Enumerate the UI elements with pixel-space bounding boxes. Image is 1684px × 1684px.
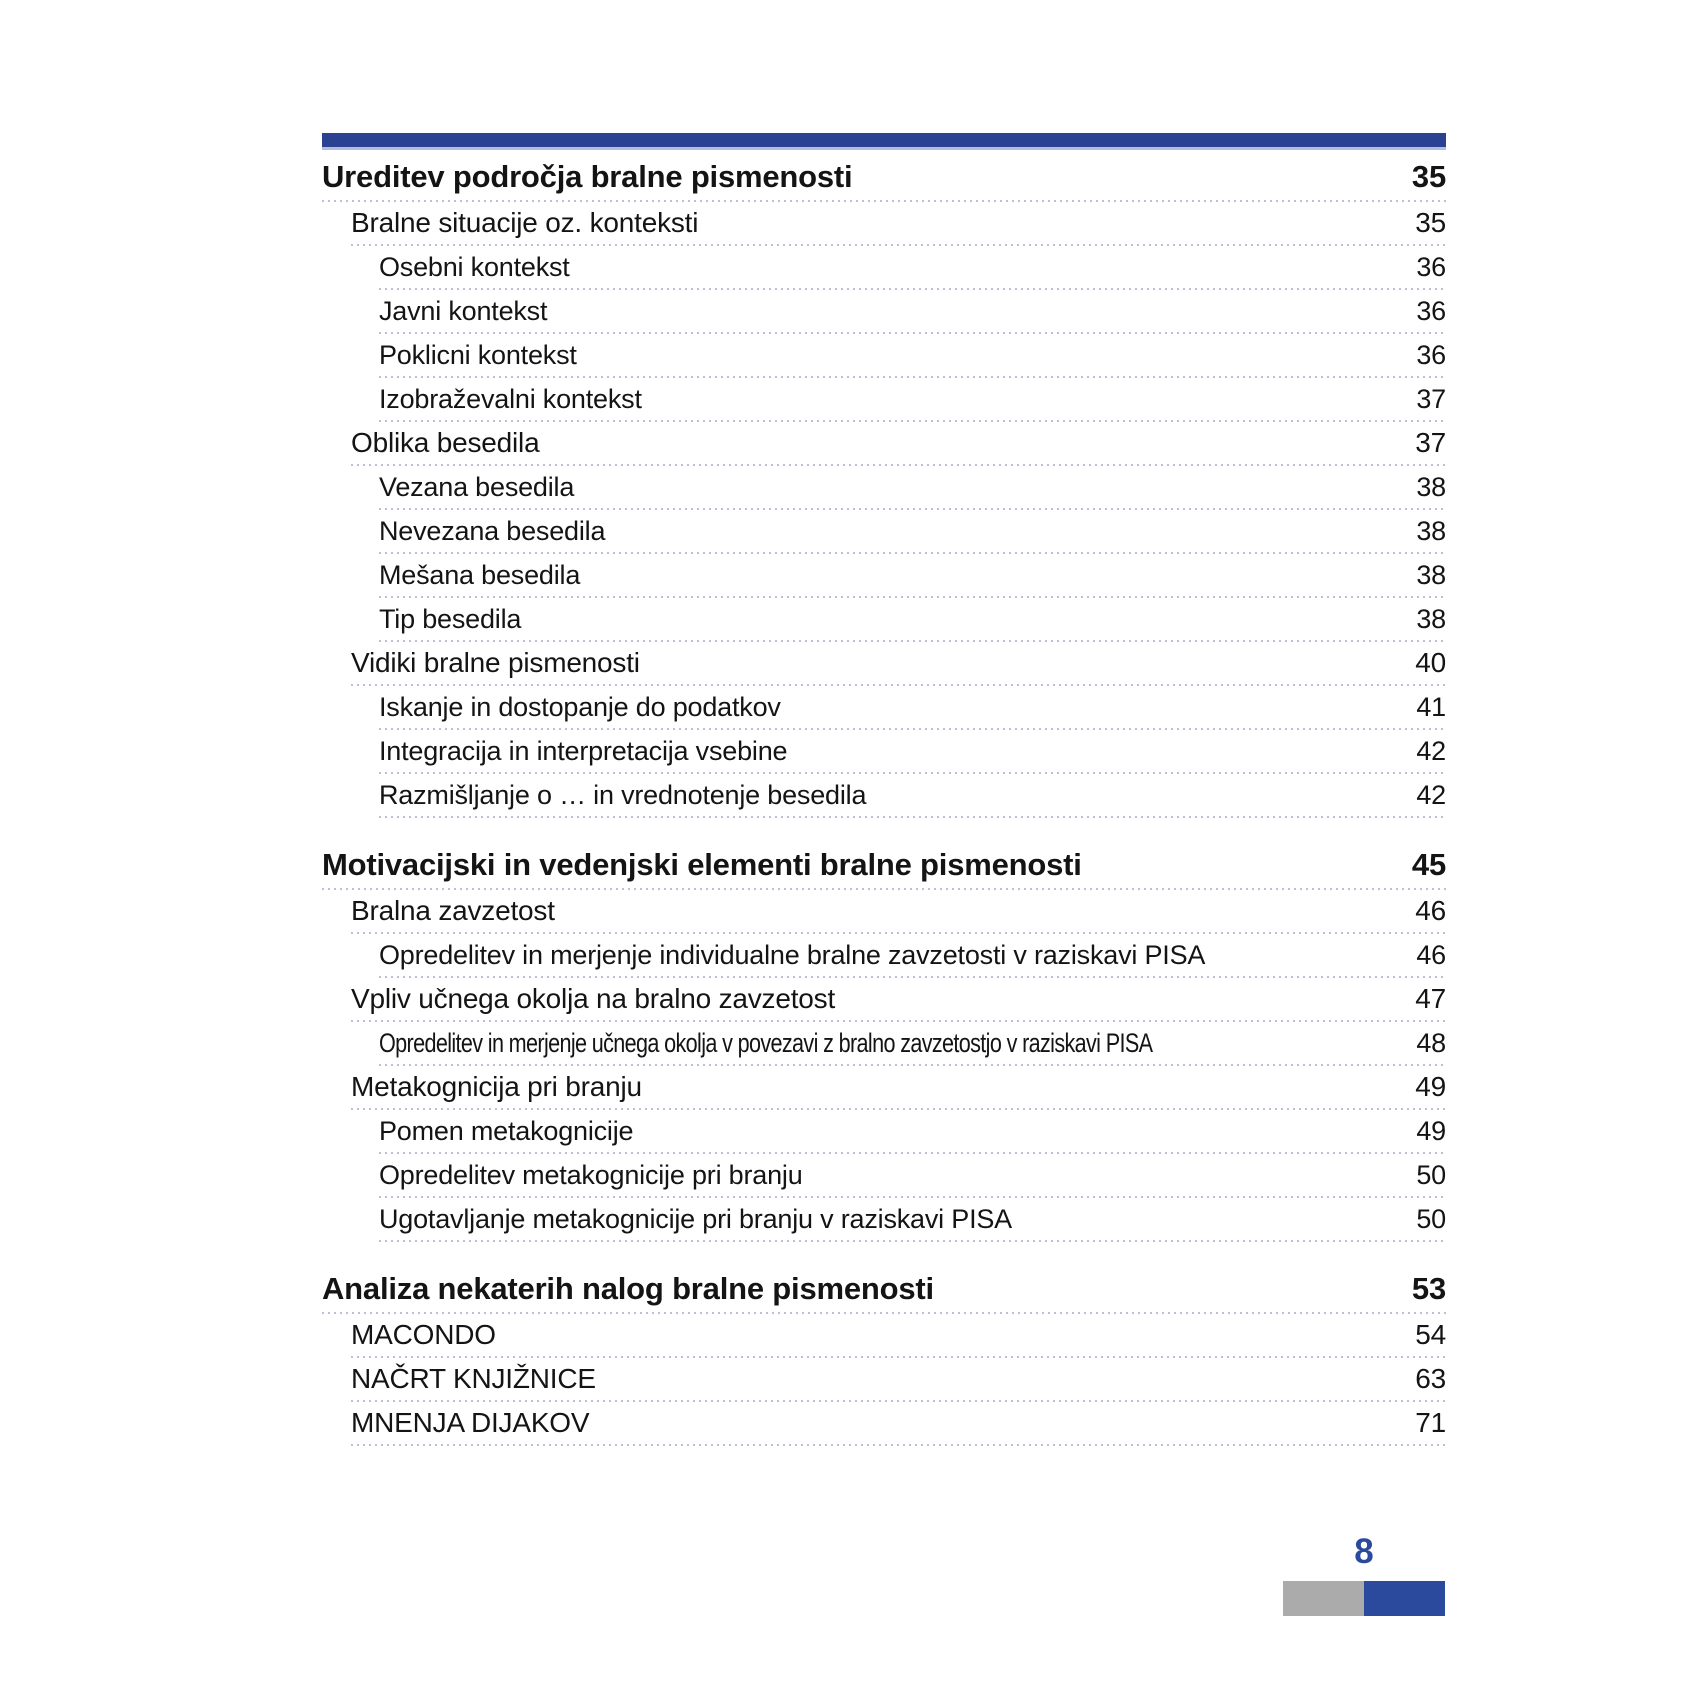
toc-page-number: 42 (1416, 780, 1446, 810)
toc-row[interactable] (379, 934, 1446, 978)
toc-entry-label: Vpliv učnega okolja na bralno zavzetost (351, 983, 836, 1014)
toc-page-number: 36 (1416, 296, 1446, 326)
toc-page-number: 36 (1416, 252, 1446, 282)
toc-page-number: 50 (1416, 1204, 1446, 1234)
toc-row[interactable] (351, 890, 1446, 934)
toc-entry-label: Vezana besedila (379, 472, 575, 502)
toc-page-number: 45 (1411, 847, 1446, 882)
toc-page-number: 49 (1415, 1071, 1446, 1102)
toc-page-number: 35 (1411, 159, 1446, 194)
toc-section-heading-row[interactable] (322, 1264, 1446, 1314)
toc-page-number: 53 (1411, 1271, 1446, 1306)
toc-row[interactable] (351, 1066, 1446, 1110)
toc-page-number: 49 (1416, 1116, 1446, 1146)
toc-page-number: 38 (1416, 560, 1446, 590)
toc-page-number: 38 (1416, 604, 1446, 634)
toc-section-heading-row[interactable] (322, 840, 1446, 890)
toc-row[interactable] (351, 642, 1446, 686)
toc-entry-label: Osebni kontekst (379, 252, 570, 282)
toc-entry-label: Opredelitev in merjenje individualne bralne zavzetosti v raziskavi PISA (379, 940, 1206, 970)
toc-page-number: 37 (1416, 384, 1446, 414)
toc-entry-label: Motivacijski in vedenjski elementi bralne pismenosti (322, 847, 1082, 882)
toc-entry-label: Bralna zavzetost (351, 895, 555, 926)
footer-bar-blue-segment (1364, 1581, 1445, 1616)
toc-row[interactable] (351, 202, 1446, 246)
toc-entry-label: Integracija in interpretacija vsebine (379, 736, 788, 766)
toc-row[interactable] (379, 730, 1446, 774)
toc-section-heading-row[interactable] (322, 152, 1446, 202)
toc-page-number: 46 (1416, 940, 1446, 970)
toc-row[interactable] (351, 1402, 1446, 1446)
table-of-contents (322, 152, 1446, 1446)
toc-row[interactable] (379, 510, 1446, 554)
toc-row[interactable] (379, 1022, 1446, 1066)
toc-page-number: 54 (1415, 1319, 1446, 1350)
toc-row[interactable] (379, 466, 1446, 510)
toc-entry-label: MNENJA DIJAKOV (351, 1407, 590, 1438)
toc-entry-label: MACONDO (351, 1319, 496, 1350)
toc-entry-label: Vidiki bralne pismenosti (351, 647, 640, 678)
toc-entry-label: Izobraževalni kontekst (379, 384, 642, 414)
toc-page-number: 38 (1416, 516, 1446, 546)
toc-row[interactable] (351, 1314, 1446, 1358)
toc-row[interactable] (379, 774, 1446, 818)
toc-entry-label: Razmišljanje o … in vrednotenje besedila (379, 780, 867, 810)
toc-entry-label: Opredelitev in merjenje učnega okolja v povezavi z bralno zavzetostjo v raziskavi PISA (379, 1028, 1153, 1058)
toc-page-number: 42 (1416, 736, 1446, 766)
toc-page-number: 40 (1415, 647, 1446, 678)
toc-page-number: 41 (1416, 692, 1446, 722)
toc-entry-label: Opredelitev metakognicije pri branju (379, 1160, 803, 1190)
toc-page-number: 50 (1416, 1160, 1446, 1190)
toc-entry-label: NAČRT KNJIŽNICE (351, 1363, 596, 1394)
toc-entry-label: Oblika besedila (351, 427, 540, 458)
toc-entry-label: Metakognicija pri branju (351, 1071, 642, 1102)
toc-entry-label: Pomen metakognicije (379, 1116, 634, 1146)
toc-row[interactable] (351, 1358, 1446, 1402)
toc-entry-label: Mešana besedila (379, 560, 581, 590)
toc-row[interactable] (379, 246, 1446, 290)
toc-row[interactable] (351, 422, 1446, 466)
toc-entry-label: Ureditev področja bralne pismenosti (322, 159, 853, 194)
toc-page-number: 38 (1416, 472, 1446, 502)
toc-page-number: 46 (1415, 895, 1446, 926)
toc-row[interactable] (379, 1198, 1446, 1242)
toc-page-number: 37 (1415, 427, 1446, 458)
toc-row[interactable] (379, 554, 1446, 598)
toc-page-number: 63 (1415, 1363, 1446, 1394)
toc-entry-label: Tip besedila (379, 604, 522, 634)
toc-row[interactable] (379, 598, 1446, 642)
footer-bar-gray-segment (1283, 1581, 1364, 1616)
toc-row[interactable] (379, 686, 1446, 730)
top-rule-bar (322, 133, 1446, 150)
toc-row[interactable] (351, 978, 1446, 1022)
toc-row[interactable] (379, 290, 1446, 334)
toc-entry-label: Poklicni kontekst (379, 340, 577, 370)
footer-bar (1283, 1581, 1445, 1616)
toc-entry-label: Bralne situacije oz. konteksti (351, 207, 699, 238)
toc-page-number: 71 (1415, 1407, 1446, 1438)
toc-entry-label: Nevezana besedila (379, 516, 606, 546)
toc-row[interactable] (379, 1154, 1446, 1198)
toc-page-number: 48 (1416, 1028, 1446, 1058)
toc-page-number: 36 (1416, 340, 1446, 370)
toc-row[interactable] (379, 334, 1446, 378)
toc-page-number: 35 (1415, 207, 1446, 238)
toc-row[interactable] (379, 378, 1446, 422)
page-number: 8 (1354, 1532, 1374, 1571)
toc-row[interactable] (379, 1110, 1446, 1154)
toc-page-number: 47 (1415, 983, 1446, 1014)
toc-entry-label: Iskanje in dostopanje do podatkov (379, 692, 781, 722)
toc-entry-label: Analiza nekaterih nalog bralne pismenosti (322, 1271, 934, 1306)
toc-entry-label: Javni kontekst (379, 296, 548, 326)
toc-entry-label: Ugotavljanje metakognicije pri branju v raziskavi PISA (379, 1204, 1012, 1234)
